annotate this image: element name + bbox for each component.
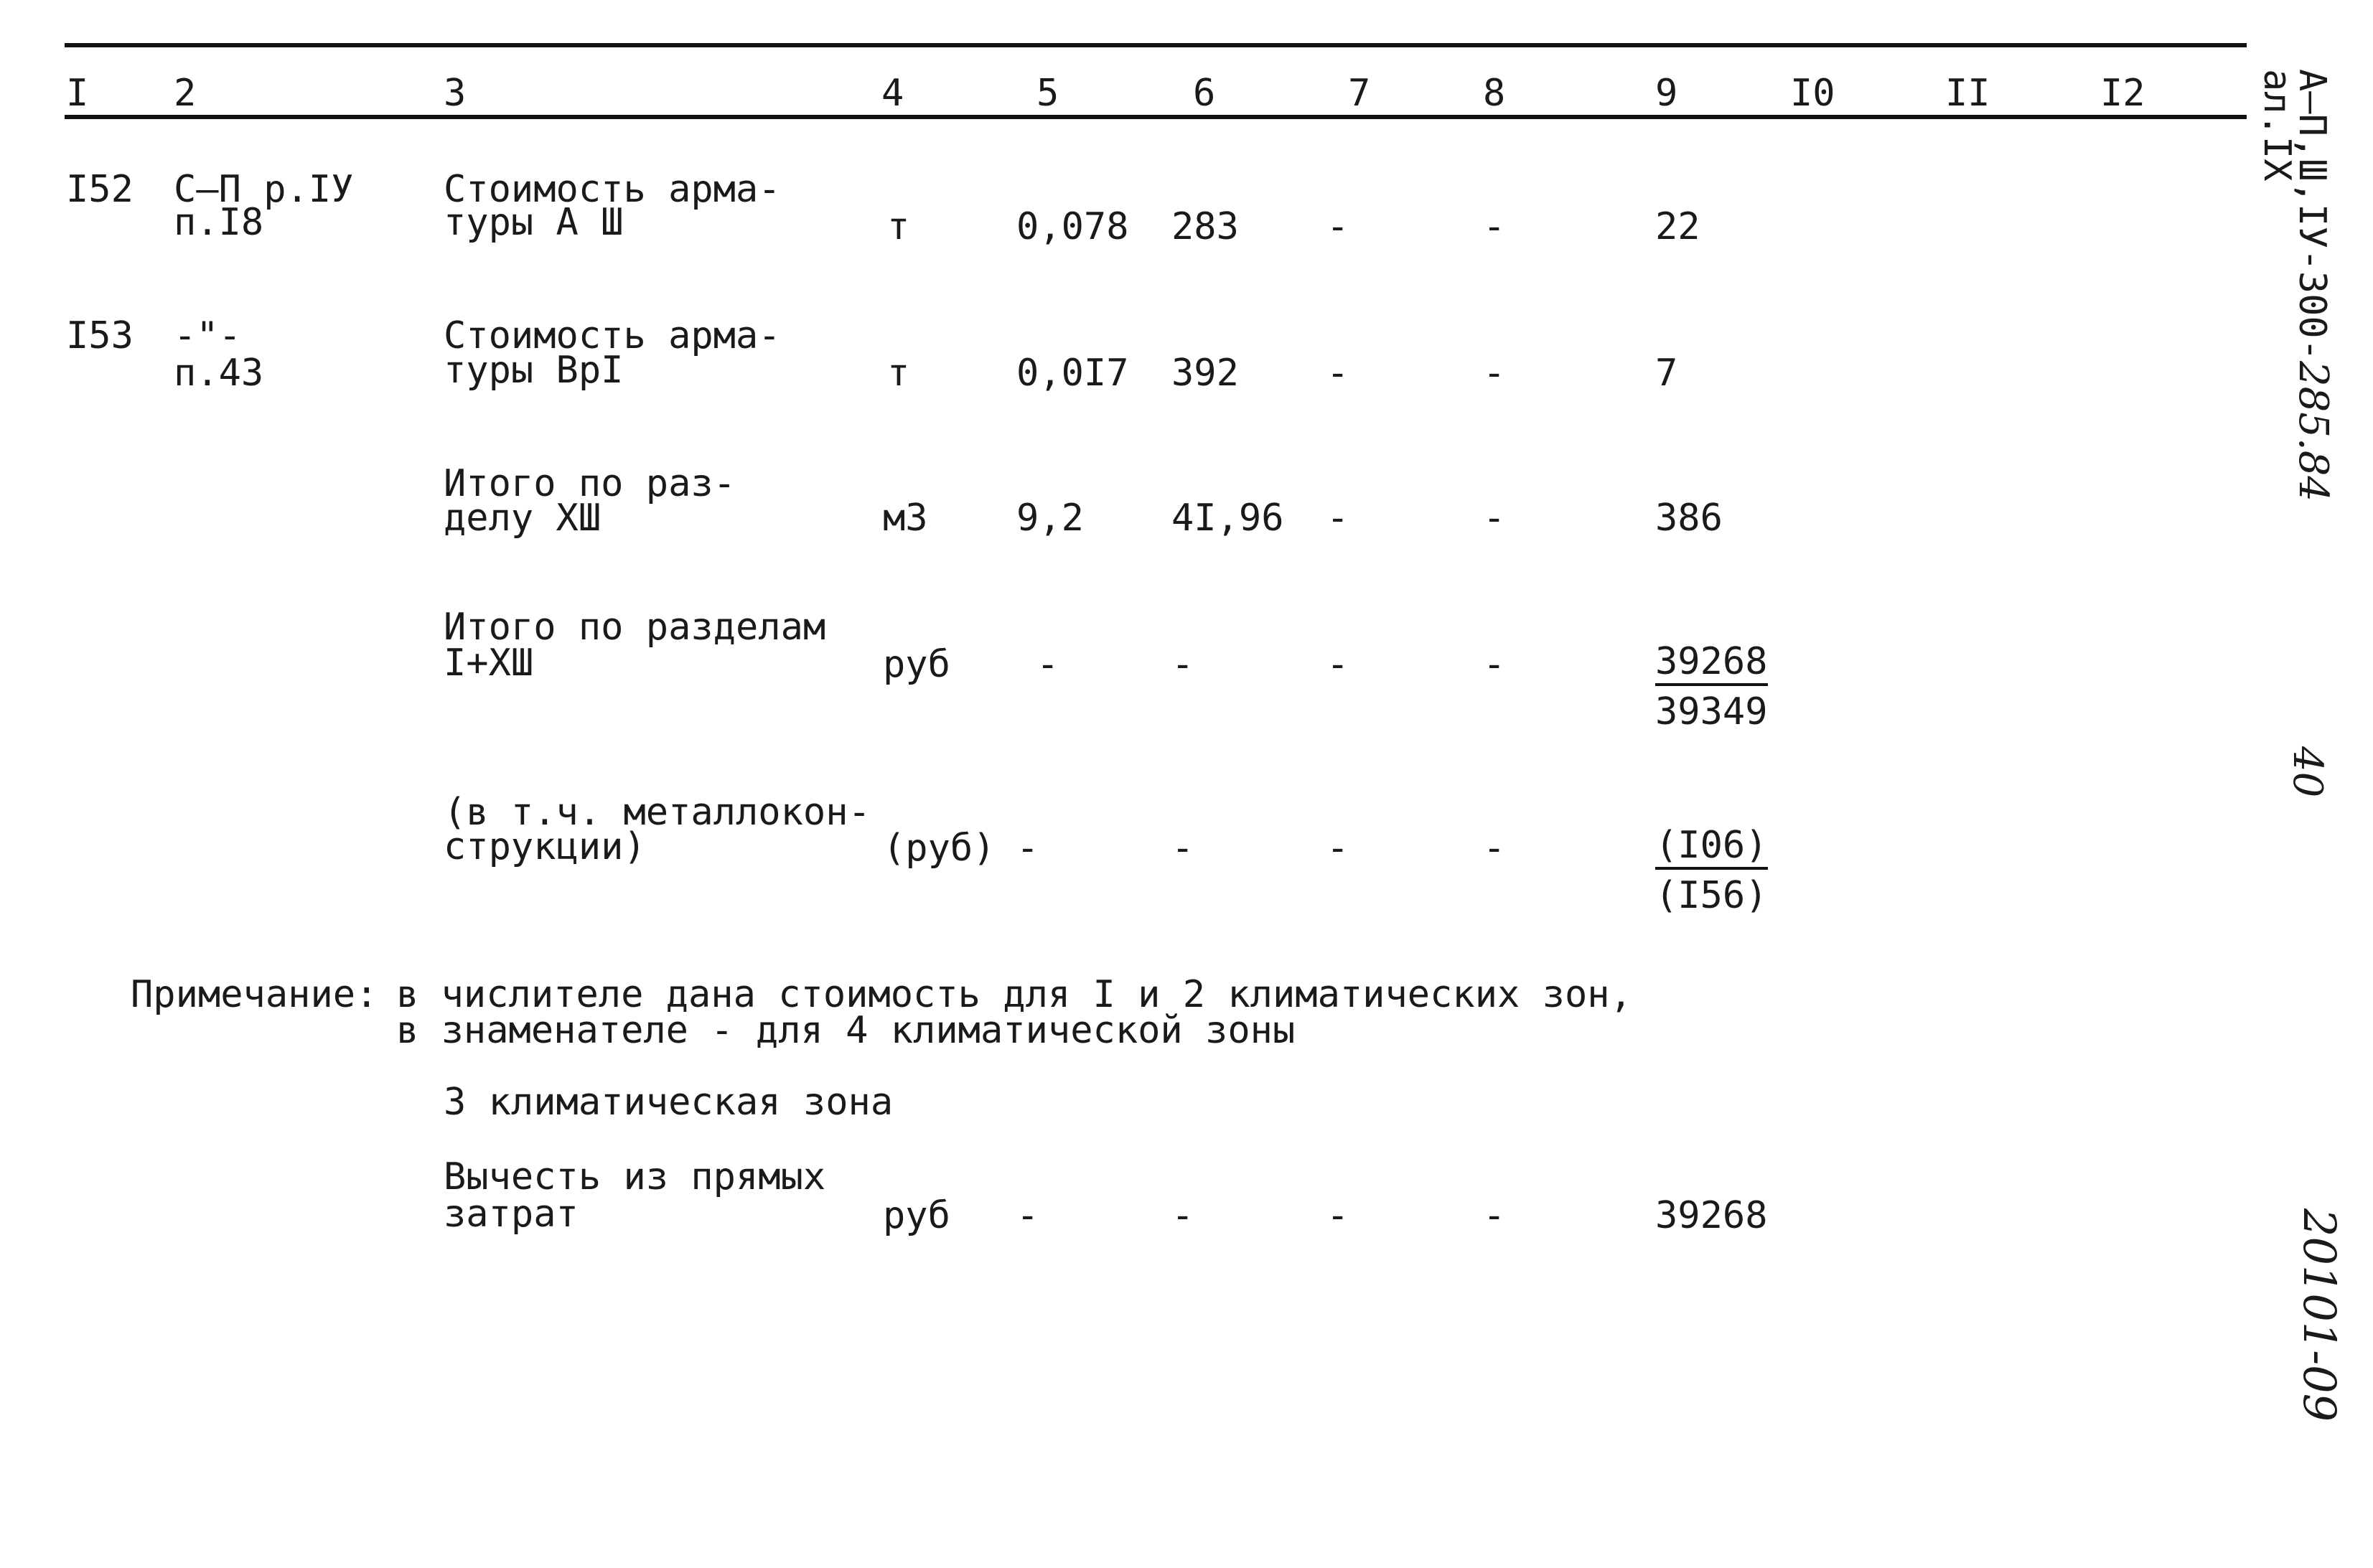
- row-unit: м3: [883, 497, 928, 540]
- header-col-11: II: [1945, 72, 1990, 115]
- document-code-handwritten: 285.84: [2290, 361, 2336, 502]
- zone3-quantity: -: [1016, 1194, 1039, 1237]
- row-reference-item: п.43: [174, 352, 264, 395]
- zone3-name: Вычесть из прямых: [444, 1155, 826, 1198]
- row-quantity: 9,2: [1016, 497, 1084, 540]
- zone3-name-cont: затрат: [444, 1193, 579, 1236]
- zone3-col-7: -: [1326, 1194, 1349, 1237]
- row-name-cont: делу ХШ: [444, 497, 602, 540]
- row-number: I52: [66, 168, 134, 211]
- note-label: Примечание:: [131, 973, 378, 1016]
- album-label-text: ал.IX: [2255, 69, 2298, 182]
- row-col-7: -: [1326, 205, 1349, 248]
- total-name: Итого по разделам: [444, 606, 826, 649]
- header-col-4: 4: [881, 72, 904, 115]
- header-col-8: 8: [1483, 72, 1506, 115]
- total-col-8: -: [1483, 643, 1506, 686]
- total-col-7: -: [1326, 827, 1349, 870]
- row-total: 7: [1655, 352, 1678, 395]
- document-number: [2293, 1208, 2346, 1422]
- note-line-1: в числителе дана стоимость для I и 2 климатических зон,: [396, 973, 1632, 1016]
- zone3-title: 3 климатическая зона: [444, 1081, 894, 1124]
- header-col-9: 9: [1655, 72, 1678, 115]
- total-denominator: (I56): [1655, 874, 1768, 917]
- zone3-unit-price: -: [1171, 1194, 1194, 1237]
- row-number: I53: [66, 314, 134, 357]
- total-denominator: 39349: [1655, 690, 1768, 733]
- top-rule: [65, 43, 2247, 47]
- row-reference: -"-: [174, 314, 241, 357]
- header-col-5: 5: [1036, 72, 1059, 115]
- total-fraction: [1655, 824, 1768, 917]
- total-unit: (руб): [883, 827, 996, 870]
- header-col-6: 6: [1193, 72, 1216, 115]
- row-unit-price: 283: [1171, 205, 1239, 248]
- document-code-text: А–П,Ш,IУ-300-: [2290, 69, 2334, 361]
- total-name: (в т.ч. металлокон-: [444, 791, 871, 834]
- document-code: [2290, 69, 2336, 502]
- zone3-unit: руб: [883, 1194, 950, 1237]
- document-number-text: 20101-09: [2293, 1208, 2346, 1422]
- header-col-1: I: [66, 72, 89, 115]
- total-unit-price: -: [1171, 643, 1194, 686]
- total-quantity: -: [1016, 827, 1039, 870]
- row-col-7: -: [1326, 497, 1349, 540]
- row-unit-price: 392: [1171, 352, 1239, 395]
- total-col-8: -: [1483, 827, 1506, 870]
- row-name: Итого по раз-: [444, 462, 736, 505]
- note-line-2: в знаменателе - для 4 климатической зоны: [396, 1009, 1296, 1052]
- header-col-2: 2: [174, 72, 197, 115]
- header-col-3: 3: [444, 72, 467, 115]
- total-numerator: (I06): [1655, 827, 1768, 870]
- total-col-7: -: [1326, 643, 1349, 686]
- total-name-cont: I+ХШ: [444, 642, 534, 685]
- row-total: 386: [1655, 497, 1723, 540]
- total-unit: руб: [883, 643, 950, 686]
- total-fraction: [1655, 640, 1768, 733]
- row-name-cont: туры А Ш: [444, 201, 624, 244]
- row-quantity: 0,0I7: [1016, 352, 1129, 395]
- header-col-12: I2: [2100, 72, 2145, 115]
- zone3-total: 39268: [1655, 1194, 1768, 1237]
- row-name: Стоимость арма-: [444, 168, 781, 211]
- row-reference: С–П р.IУ: [174, 168, 354, 211]
- row-col-8: -: [1483, 352, 1506, 395]
- row-col-8: -: [1483, 205, 1506, 248]
- row-quantity: 0,078: [1016, 205, 1129, 248]
- row-name-cont: туры ВрI: [444, 349, 624, 392]
- row-unit: т: [887, 205, 910, 248]
- row-col-7: -: [1326, 352, 1349, 395]
- row-total: 22: [1655, 205, 1700, 248]
- album-label: [2255, 69, 2298, 182]
- header-col-7: 7: [1348, 72, 1371, 115]
- total-numerator: 39268: [1655, 643, 1768, 686]
- zone3-col-8: -: [1483, 1194, 1506, 1237]
- page-number: [2284, 746, 2331, 798]
- page-number-text: 40: [2284, 746, 2331, 798]
- row-unit: т: [887, 352, 910, 395]
- header-bottom-rule: [65, 115, 2247, 119]
- total-name-cont: струкции): [444, 825, 646, 868]
- row-col-8: -: [1483, 497, 1506, 540]
- row-unit-price: 4I,96: [1171, 497, 1284, 540]
- row-reference-item: п.I8: [174, 201, 264, 244]
- header-col-10: I0: [1790, 72, 1835, 115]
- total-unit-price: -: [1171, 827, 1194, 870]
- row-name: Стоимость арма-: [444, 314, 781, 357]
- total-quantity: -: [1036, 643, 1059, 686]
